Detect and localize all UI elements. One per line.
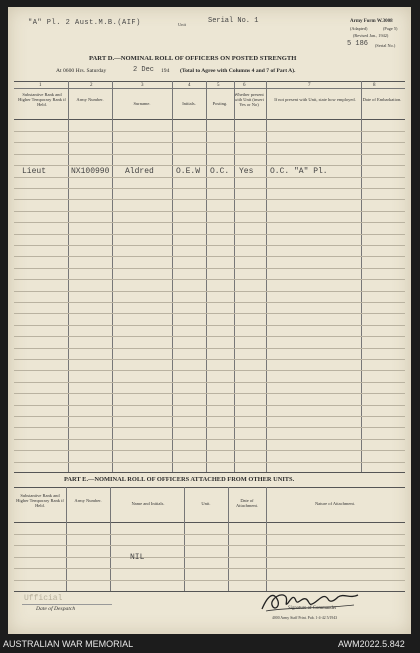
table-row-rule: [14, 199, 405, 200]
table-row-rule: [14, 302, 405, 303]
col-divider: [266, 81, 267, 472]
col-num-5: 5: [217, 83, 220, 88]
caption-accession: AWM2022.5.842: [338, 639, 405, 649]
signature-label: Signature of Commander: [288, 606, 337, 611]
form-number: Army Form W.3008: [350, 19, 393, 24]
col-header-army-number: Army Number.: [76, 97, 104, 102]
e-header-rank: Substantive Rank and Higher Temporary Rank if Held.: [16, 493, 64, 509]
table-row-rule: [14, 359, 405, 360]
form-revised: (Revised Jan., 1942): [353, 33, 389, 38]
entry-surname: Aldred: [125, 167, 154, 176]
part-d-header-rule: [14, 119, 405, 120]
serial-label: Serial No. 1: [208, 17, 259, 25]
table-row-rule: [14, 370, 405, 371]
col-num-2: 2: [90, 83, 93, 88]
date-of-despatch-label: Date of Despatch: [36, 606, 76, 612]
serial-number-label: (Serial No.): [375, 43, 396, 48]
printer-line: 4000 Army Staff Print. Pub. 1-4-42 5/1943: [272, 616, 338, 620]
part-e-title: PART E.—NOMINAL ROLL OF OFFICERS ATTACHED FROM OTHER UNITS.: [64, 476, 295, 483]
table-row-rule: [14, 165, 405, 166]
col-divider: [66, 487, 67, 591]
col-divider: [228, 487, 229, 591]
entry-initials: O.E.W: [176, 167, 201, 176]
table-row-rule: [14, 256, 405, 257]
entry-posting: O.C.: [210, 167, 230, 176]
col-divider: [110, 487, 111, 591]
col-header-rank: Substantive Rank and Higher Temporary Rank if Held.: [18, 92, 66, 108]
table-row-rule: [14, 580, 405, 581]
entry-employed: O.C. "A" Pl.: [270, 167, 328, 176]
unit-label: Unit: [178, 22, 187, 27]
table-row-rule: [14, 405, 405, 406]
part-d-number-rule: [14, 88, 405, 89]
table-row-rule: [14, 188, 405, 189]
part-e-title-rule: [14, 487, 405, 488]
col-num-1: 1: [39, 83, 42, 88]
col-num-4: 4: [188, 83, 191, 88]
e-header-unit: Unit.: [201, 501, 211, 506]
e-header-date: Date of Attachment.: [235, 498, 259, 509]
total-note: (Total to Agree with Columns 4 and 7 of Part A).: [180, 68, 296, 74]
table-row-rule: [14, 568, 405, 569]
table-row-rule: [14, 325, 405, 326]
e-header-army-number: Army Number.: [74, 498, 102, 503]
table-row-rule: [14, 462, 405, 463]
col-divider: [234, 81, 235, 472]
table-row-rule: [14, 154, 405, 155]
entry-rank: Lieut: [22, 167, 47, 176]
table-row-rule: [14, 222, 405, 223]
table-row-rule: [14, 313, 405, 314]
col-num-8: 8: [373, 83, 376, 88]
col-header-initials: Initials.: [182, 101, 196, 106]
unit-name-typed: "A" Pl. 2 Aust.M.B.(AIF): [28, 19, 141, 27]
col-divider: [68, 81, 69, 472]
col-num-3: 3: [141, 83, 144, 88]
table-row-rule: [14, 279, 405, 280]
serial-number: 5 186: [347, 40, 369, 48]
date-despatch-line: [22, 604, 112, 605]
table-row-rule: [14, 348, 405, 349]
part-d-title: PART D.—NOMINAL ROLL OF OFFICERS ON POSTED STRENGTH: [89, 55, 297, 62]
date-typed: 2 Dec: [133, 66, 155, 74]
col-header-present: Whether present with Unit (insert Yes or No): [234, 92, 264, 108]
table-row-rule: [14, 393, 405, 394]
col-header-embarkation: Date of Embarkation.: [362, 97, 402, 102]
table-row-rule: [14, 177, 405, 178]
table-row-rule: [14, 382, 405, 383]
table-row-rule: [14, 234, 405, 235]
col-divider: [206, 81, 207, 472]
entry-army-number: NX100990: [71, 167, 110, 176]
year-printed: 194: [161, 68, 170, 74]
table-row-rule: [14, 336, 405, 337]
col-divider: [266, 487, 267, 591]
part-e-top-rule: [14, 472, 405, 473]
table-row-rule: [14, 211, 405, 212]
entry-present: Yes: [239, 167, 254, 176]
col-num-6: 6: [243, 83, 246, 88]
table-row-rule: [14, 439, 405, 440]
col-divider: [184, 487, 185, 591]
table-row-rule: [14, 245, 405, 246]
table-row-rule: [14, 291, 405, 292]
table-row-rule: [14, 427, 405, 428]
table-row-rule: [14, 416, 405, 417]
e-header-name: Name and Initials.: [131, 501, 165, 506]
table-row-rule: [14, 131, 405, 132]
col-header-employed: If not present with Unit, state how employed.: [274, 97, 356, 102]
table-row-rule: [14, 557, 405, 558]
col-num-7: 7: [308, 83, 311, 88]
table-row-rule: [14, 534, 405, 535]
part-e-header-rule: [14, 522, 405, 523]
caption-institution: AUSTRALIAN WAR MEMORIAL: [3, 639, 134, 649]
date-stamp: Ufficial: [24, 594, 63, 603]
form-sheet: [8, 7, 411, 634]
form-page: (Page 5): [383, 26, 398, 31]
col-header-posting: Posting.: [212, 101, 228, 106]
col-divider: [172, 81, 173, 472]
table-row-rule: [14, 545, 405, 546]
col-divider: [361, 81, 362, 472]
table-row-rule: [14, 268, 405, 269]
time-prefix: At 0600 Hrs. Saturday: [56, 68, 107, 74]
col-divider: [112, 81, 113, 472]
part-d-top-rule: [14, 81, 405, 82]
form-adapted: (Adapted): [350, 26, 368, 31]
caption-bar: [0, 636, 420, 653]
part-e-nil: NIL: [130, 553, 145, 562]
table-row-rule: [14, 450, 405, 451]
col-header-surname: Surname.: [133, 101, 151, 106]
table-row-rule: [14, 142, 405, 143]
e-header-nature: Nature of Attachment.: [314, 501, 356, 506]
